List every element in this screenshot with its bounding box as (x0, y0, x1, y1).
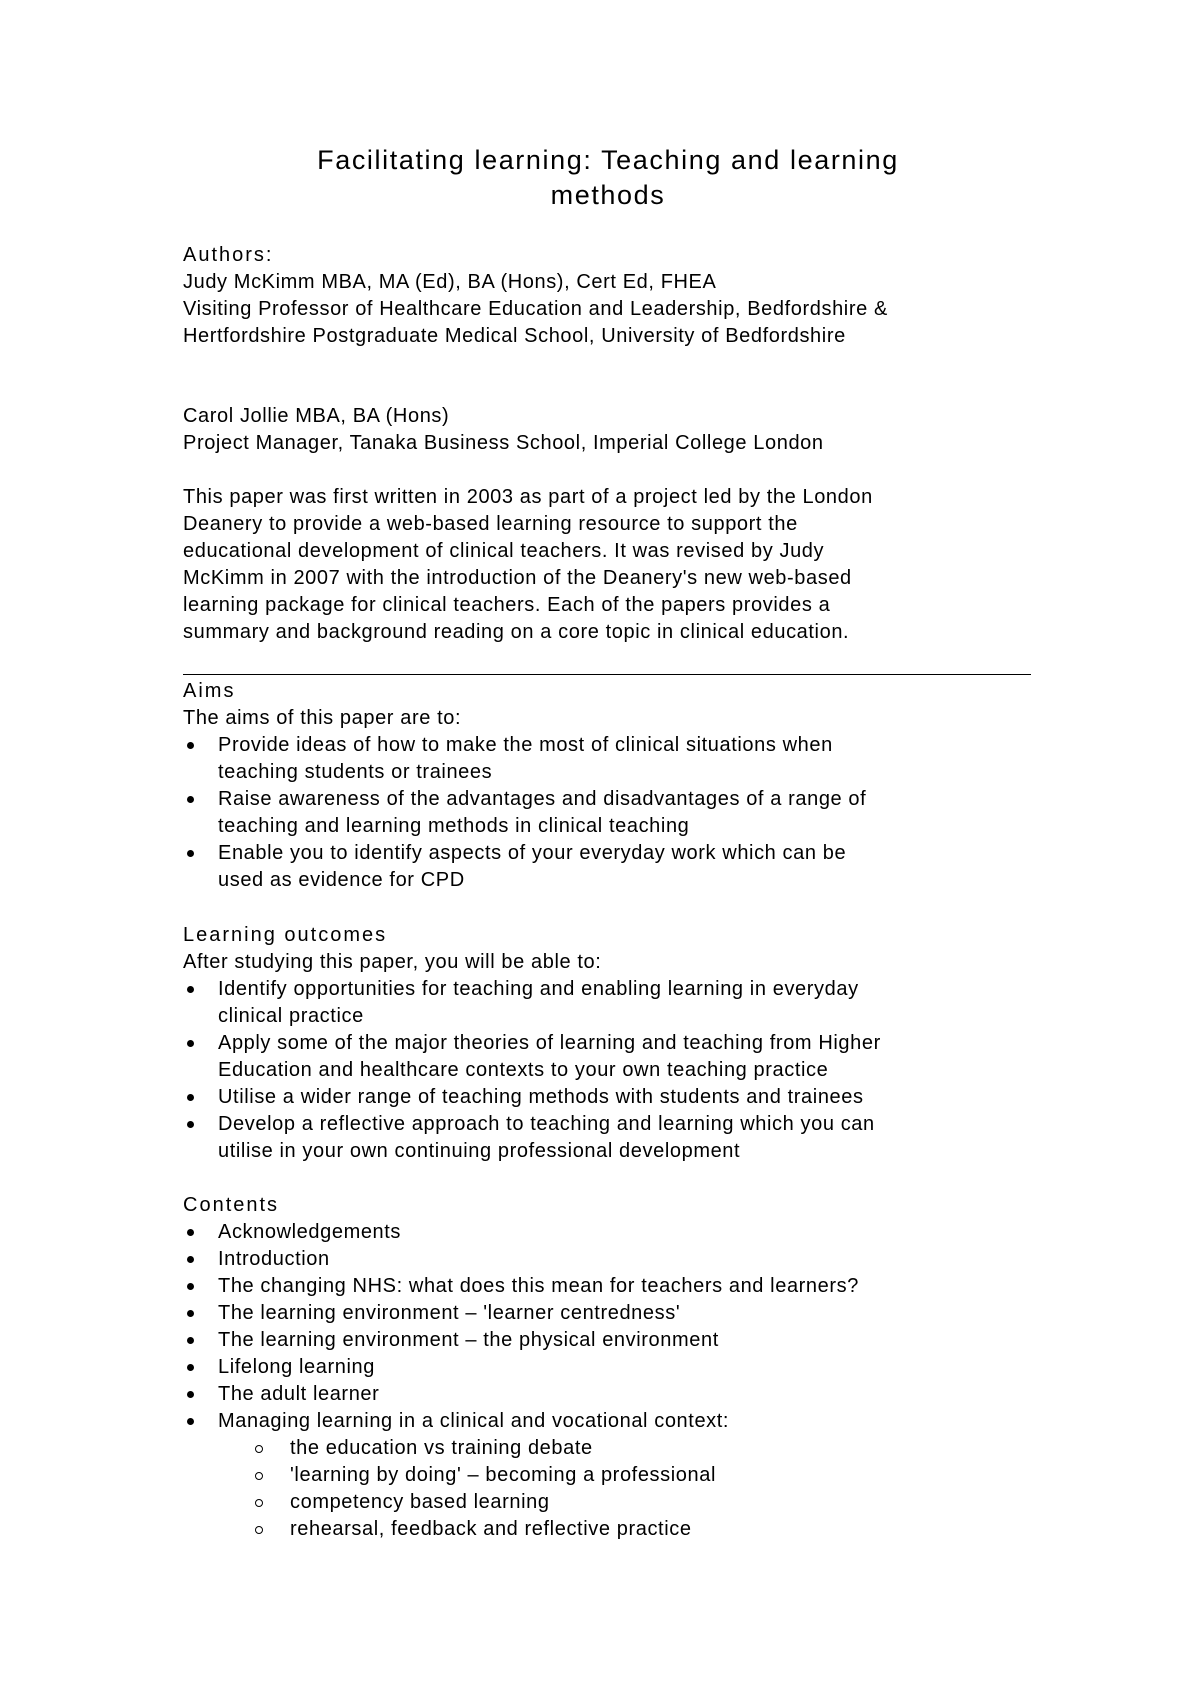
list-item-text: utilise in your own continuing professional development (218, 1140, 741, 1162)
authors-label: Authors: (183, 244, 274, 266)
list-item-text: Identify opportunities for teaching and enabling learning in everyday (218, 978, 859, 1000)
bullet-icon (187, 1256, 194, 1263)
list-item (183, 976, 1033, 1030)
author2-affiliation: Project Manager, Tanaka Business School, Imperial College London (183, 432, 824, 454)
contents-item-introduction (183, 1246, 1033, 1273)
list-item-text: Enable you to identify aspects of your everyday work which can be (218, 842, 847, 864)
contents-item-text: Lifelong learning (218, 1356, 375, 1378)
hollow-bullet-icon (255, 1526, 263, 1534)
contents-item-text: Managing learning in a clinical and vocational context: (218, 1410, 730, 1432)
list-item (183, 786, 1033, 840)
outcomes-lead: After studying this paper, you will be able to: (183, 951, 602, 973)
author1-affiliation-line-2: Hertfordshire Postgraduate Medical School, University of Bedfordshire (183, 325, 846, 347)
outcomes-heading: Learning outcomes (183, 924, 388, 946)
list-item-text: Develop a reflective approach to teaching and learning which you can (218, 1113, 875, 1135)
list-item-text: clinical practice (218, 1005, 364, 1027)
title-line-2: methods (550, 180, 666, 210)
author2-name: Carol Jollie MBA, BA (Hons) (183, 405, 450, 427)
list-item (183, 732, 1033, 786)
contents-item-text: The learning environment – the physical environment (218, 1329, 719, 1351)
aims-heading: Aims (183, 680, 236, 702)
list-item-text: Raise awareness of the advantages and disadvantages of a range of (218, 788, 867, 810)
bullet-icon (187, 742, 194, 749)
contents-sub-item (183, 1489, 1033, 1516)
hollow-bullet-icon (255, 1445, 263, 1453)
contents-sub-item-text: 'learning by doing' – becoming a professional (290, 1464, 717, 1486)
authors-section (183, 242, 1033, 350)
list-item-text: used as evidence for CPD (218, 869, 465, 891)
bullet-icon (187, 1094, 194, 1101)
intro-line: educational development of clinical teachers. It was revised by Judy (183, 540, 825, 562)
bullet-icon (187, 1229, 194, 1236)
contents-item-text: The changing NHS: what does this mean for teachers and learners? (218, 1275, 859, 1297)
contents-sub-item-text: rehearsal, feedback and reflective practice (290, 1518, 692, 1540)
hollow-bullet-icon (255, 1472, 263, 1480)
author2-section (183, 403, 1033, 457)
contents-item-text: Acknowledgements (218, 1221, 402, 1243)
section-divider (183, 674, 1031, 675)
bullet-icon (187, 796, 194, 803)
contents-sub-item-text: the education vs training debate (290, 1437, 593, 1459)
contents-item-text: The learning environment – 'learner centredness' (218, 1302, 681, 1324)
contents-item-adult-learner (183, 1381, 1033, 1408)
bullet-icon (187, 1040, 194, 1047)
contents-item-changing-nhs (183, 1273, 1033, 1300)
intro-line: This paper was first written in 2003 as part of a project led by the London (183, 486, 873, 508)
bullet-icon (187, 1310, 194, 1317)
list-item-text: teaching students or trainees (218, 761, 493, 783)
title-line-1: Facilitating learning: Teaching and learning (317, 145, 899, 175)
list-item-text: Education and healthcare contexts to your own teaching practice (218, 1059, 829, 1081)
contents-item-physical-environment (183, 1327, 1033, 1354)
intro-line: McKimm in 2007 with the introduction of the Deanery's new web-based (183, 567, 852, 589)
list-item-text: Apply some of the major theories of learning and teaching from Higher (218, 1032, 881, 1054)
contents-section (183, 1192, 1033, 1543)
list-item (183, 1084, 1033, 1111)
contents-sub-item (183, 1516, 1033, 1543)
list-item-text: Provide ideas of how to make the most of clinical situations when (218, 734, 833, 756)
list-item (183, 840, 1033, 894)
document-title (183, 143, 1033, 213)
list-item-text: Utilise a wider range of teaching methods with students and trainees (218, 1086, 864, 1108)
contents-sub-item (183, 1462, 1033, 1489)
author1-affiliation-line-1: Visiting Professor of Healthcare Education and Leadership, Bedfordshire & (183, 298, 888, 320)
outcomes-section (183, 922, 1033, 1165)
list-item (183, 1030, 1033, 1084)
outcomes-list (183, 976, 1033, 1165)
bullet-icon (187, 1283, 194, 1290)
contents-sub-item-text: competency based learning (290, 1491, 550, 1513)
bullet-icon (187, 850, 194, 857)
bullet-icon (187, 1391, 194, 1398)
contents-item-text: The adult learner (218, 1383, 380, 1405)
contents-item-text: Introduction (218, 1248, 330, 1270)
bullet-icon (187, 1337, 194, 1344)
bullet-icon (187, 1418, 194, 1425)
hollow-bullet-icon (255, 1499, 263, 1507)
list-item-text: teaching and learning methods in clinical teaching (218, 815, 690, 837)
list-item (183, 1111, 1033, 1165)
contents-item-lifelong-learning (183, 1354, 1033, 1381)
contents-item-acknowledgements (183, 1219, 1033, 1246)
contents-sub-item (183, 1435, 1033, 1462)
aims-lead: The aims of this paper are to: (183, 707, 462, 729)
contents-heading: Contents (183, 1194, 280, 1216)
contents-item-managing-learning (183, 1408, 1033, 1435)
intro-line: learning package for clinical teachers. Each of the papers provides a (183, 594, 831, 616)
aims-section (183, 678, 1033, 894)
bullet-icon (187, 1364, 194, 1371)
bullet-icon (187, 986, 194, 993)
bullet-icon (187, 1121, 194, 1128)
intro-line: summary and background reading on a core topic in clinical education. (183, 621, 850, 643)
contents-list (183, 1219, 1033, 1435)
aims-list (183, 732, 1033, 894)
author1-name: Judy McKimm MBA, MA (Ed), BA (Hons), Cert Ed, FHEA (183, 271, 717, 293)
contents-item-learner-centredness (183, 1300, 1033, 1327)
intro-paragraph (183, 484, 1033, 646)
contents-sub-list (183, 1435, 1033, 1543)
intro-line: Deanery to provide a web-based learning resource to support the (183, 513, 798, 535)
